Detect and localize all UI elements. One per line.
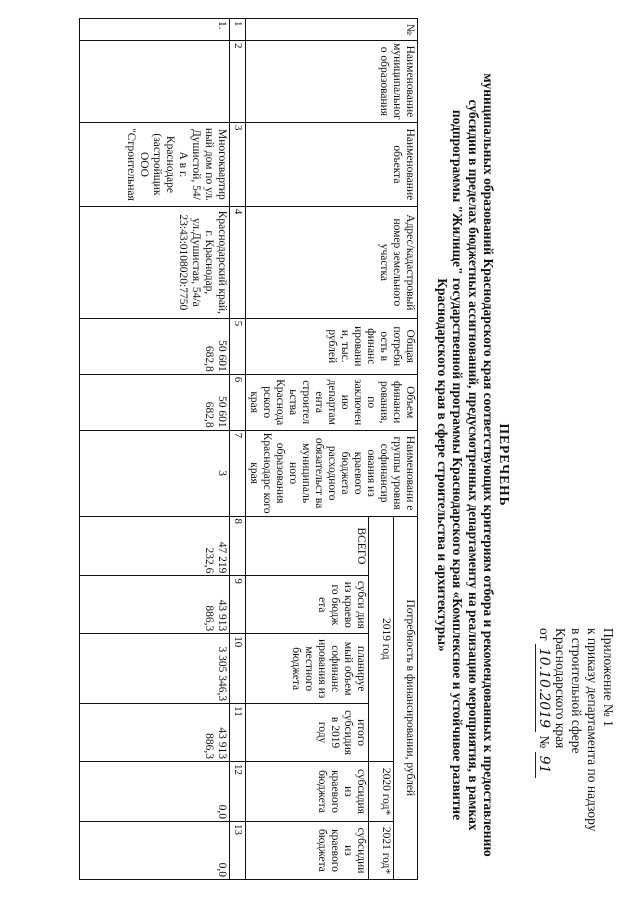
table-row <box>80 19 230 880</box>
row-no: 1. <box>80 19 230 41</box>
row-object: Многоквартир ный дом по ул. Душистой, 54/А в г. Краснодаре (застройщик ООО "Строительная <box>80 122 230 206</box>
appendix-line-4: Краснодарского края <box>553 628 568 749</box>
row-financing-volume: 50 601 682,8 <box>80 374 230 430</box>
appendix-line-2: к приказу департамента по надзору <box>585 628 600 832</box>
column-number-row <box>230 19 246 880</box>
header-subsidy-2020: субсидия из краевого бюджета <box>246 762 369 822</box>
header-need-group: Потребность в финансировании, рублей <box>393 516 417 879</box>
header-subsidy-regional: субси дия из краево го бюдж ета <box>246 576 369 634</box>
row-total-subsidy-2019: 43 913 886,3 <box>80 704 230 762</box>
row-subsidy-2021: 0,0 <box>80 821 230 879</box>
appendix-line-1: Приложение № 1 <box>601 628 616 727</box>
row-total-need: 50 601 682,8 <box>80 318 230 374</box>
row-total: 47 219 232,6 <box>80 516 230 576</box>
column-number: 9 <box>230 576 246 634</box>
appendix-line-3: в строительной сфере <box>569 628 584 754</box>
header-group-name: Наименовани е группы уровня софинансир ования из краевого бюджета расходного обязательст ва муниципаль ного образования Краснодарс кого края <box>246 430 418 516</box>
column-number: 10 <box>230 634 246 704</box>
title-line-3: подпрограммы "Жилище" государственной программы Краснодарского края «Комплексное и устойчивое развитие <box>450 109 466 821</box>
column-number: 3 <box>230 122 246 206</box>
row-cofinancing-local: 3 305 346,3 <box>80 634 230 704</box>
column-number: 5 <box>230 318 246 374</box>
row-address: Краснодарский край, г. Краснодар, ул.Душистая, 54/а 23:43:0108020:7750 <box>80 206 230 318</box>
number-value: 91 <box>535 752 552 778</box>
document-title <box>435 70 513 860</box>
row-municipality <box>80 40 230 122</box>
municipalities-table <box>79 18 418 880</box>
header-year-2019: 2019 год <box>369 516 393 762</box>
row-subsidy-2020: 0,0 <box>80 762 230 822</box>
date-prefix: от <box>537 628 552 641</box>
header-address: Адрес/кадастровый номер земельного участка <box>246 206 418 318</box>
appendix-date-line <box>536 628 552 878</box>
header-year-2020: 2020 год* <box>369 762 393 822</box>
header-financing-volume: Объем финанси рования, по заключен ию департам ента строител ьства Краснода рского края <box>246 374 418 430</box>
number-prefix: № <box>537 735 552 749</box>
header-year-2021: 2021 год* <box>369 821 393 879</box>
header-no: № <box>246 19 418 41</box>
column-number: 6 <box>230 374 246 430</box>
column-number: 4 <box>230 206 246 318</box>
title-line-1: муниципальных образований Краснодарского края соответствующих критериям отбора и рекомендованных к предоставлению <box>481 73 497 857</box>
column-number: 2 <box>230 40 246 122</box>
table-header-row-1 <box>393 19 417 880</box>
header-municipality: Наименование муниципальног о образования <box>246 40 418 122</box>
column-number: 12 <box>230 762 246 822</box>
date-value: 10.10.2019 <box>535 644 552 732</box>
header-cofinancing-local: планируе мый объем софинанс ирования из местного бюджета <box>246 634 369 704</box>
appendix-block <box>536 628 616 878</box>
header-subsidy-2021: субсидии из краевого бюджета <box>246 821 369 879</box>
header-total-need: Общая потребн ость в финанс ировани и, тыс. рублей <box>246 318 418 374</box>
column-number: 11 <box>230 704 246 762</box>
header-object: Наименование объекта <box>246 122 418 206</box>
column-number: 1 <box>230 19 246 41</box>
title-line-2: субсидии в пределах бюджетных ассигнований, предусмотренных департаменту на реализацию мероприятия, в рамках <box>466 99 481 831</box>
header-total: ВСЕГО <box>246 516 369 576</box>
row-subsidy-regional: 43 913 886,3 <box>80 576 230 634</box>
column-number: 13 <box>230 821 246 879</box>
column-number: 7 <box>230 430 246 516</box>
title-line-4: Краснодарского края в сфере строительства и архитектуры» <box>435 278 450 652</box>
header-total-subsidy-2019: итого субсидия в 2019 году <box>246 704 369 762</box>
column-number: 8 <box>230 516 246 576</box>
title-heading: ПЕРЕЧЕНЬ <box>497 423 512 507</box>
row-group: 3 <box>80 430 230 516</box>
